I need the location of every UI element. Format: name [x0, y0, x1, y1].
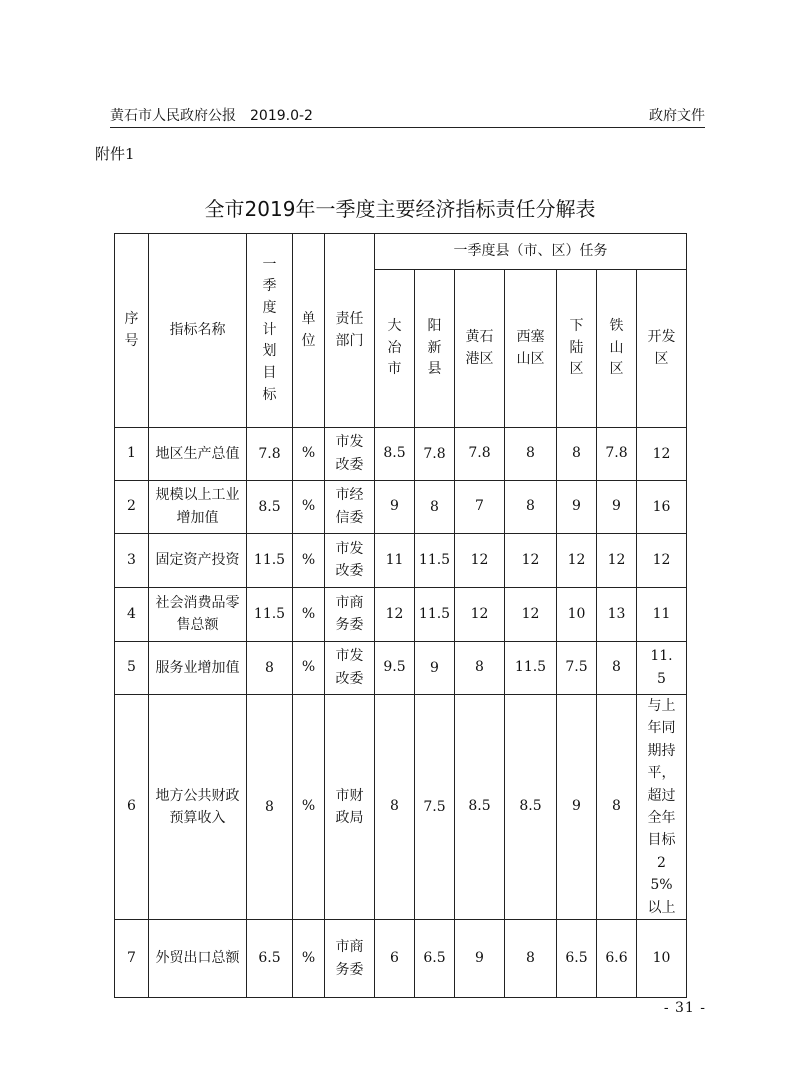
row-unit: %: [293, 920, 325, 998]
header-seq: 序号: [115, 234, 149, 428]
table-row: [115, 695, 687, 920]
page-header: [110, 103, 705, 128]
row-target: 8.5: [247, 481, 293, 534]
row-indicator-name: 固定资产投资: [149, 534, 247, 588]
row-target: 7.8: [247, 428, 293, 481]
header-district-group: 一季度县（市、区）任务: [375, 234, 687, 270]
row-xialu: 8: [557, 428, 597, 481]
row-seq: 1: [115, 428, 149, 481]
row-dept: 市发改委: [325, 642, 375, 695]
row-target: 6.5: [247, 920, 293, 998]
row-unit: %: [293, 534, 325, 588]
row-huangshigang: 8: [455, 642, 505, 695]
table-row: [115, 534, 687, 588]
row-indicator-name: 社会消费品零售总额: [149, 588, 247, 642]
row-yangxin: 11.5: [415, 534, 455, 588]
row-xisaishan: 8: [505, 481, 557, 534]
row-daye: 8.5: [375, 428, 415, 481]
table-row: [115, 428, 687, 481]
row-xialu: 9: [557, 695, 597, 920]
row-kaifa: 11.5: [637, 642, 687, 695]
row-kaifa: 16: [637, 481, 687, 534]
row-tieshan: 12: [597, 534, 637, 588]
row-target: 11.5: [247, 588, 293, 642]
row-daye: 11: [375, 534, 415, 588]
row-xialu: 12: [557, 534, 597, 588]
row-huangshigang: 7: [455, 481, 505, 534]
row-yangxin: 7.5: [415, 695, 455, 920]
row-dept: 市经信委: [325, 481, 375, 534]
row-target: 8: [247, 642, 293, 695]
table-row: [115, 920, 687, 998]
header-unit: 单位: [293, 234, 325, 428]
row-kaifa: 10: [637, 920, 687, 998]
row-tieshan: 8: [597, 642, 637, 695]
row-daye: 12: [375, 588, 415, 642]
row-tieshan: 6.6: [597, 920, 637, 998]
table-row: [115, 588, 687, 642]
row-indicator-name: 地方公共财政预算收入: [149, 695, 247, 920]
row-tieshan: 13: [597, 588, 637, 642]
row-kaifa: 12: [637, 534, 687, 588]
row-xisaishan: 8: [505, 920, 557, 998]
header-district-xisaishan: 西塞山区: [505, 270, 557, 428]
row-seq: 5: [115, 642, 149, 695]
row-daye: 6: [375, 920, 415, 998]
row-seq: 6: [115, 695, 149, 920]
row-yangxin: 11.5: [415, 588, 455, 642]
row-dept: 市财政局: [325, 695, 375, 920]
row-daye: 8: [375, 695, 415, 920]
row-xisaishan: 8: [505, 428, 557, 481]
row-yangxin: 9: [415, 642, 455, 695]
row-huangshigang: 12: [455, 588, 505, 642]
row-xialu: 7.5: [557, 642, 597, 695]
row-kaifa: 11: [637, 588, 687, 642]
table-title: 全市2019年一季度主要经济指标责任分解表: [204, 197, 596, 221]
row-dept: 市发改委: [325, 534, 375, 588]
row-indicator-name: 规模以上工业增加值: [149, 481, 247, 534]
row-indicator-name: 地区生产总值: [149, 428, 247, 481]
row-tieshan: 8: [597, 695, 637, 920]
header-publication: 黄石市人民政府公报 2019.0-2: [110, 108, 313, 124]
row-yangxin: 6.5: [415, 920, 455, 998]
row-dept: 市商务委: [325, 588, 375, 642]
row-huangshigang: 9: [455, 920, 505, 998]
row-seq: 2: [115, 481, 149, 534]
header-district-xialu: 下陆区: [557, 270, 597, 428]
header-district-huangshigang: 黄石港区: [455, 270, 505, 428]
row-xisaishan: 11.5: [505, 642, 557, 695]
row-xialu: 6.5: [557, 920, 597, 998]
row-unit: %: [293, 428, 325, 481]
header-target: 一季度计划目标: [247, 234, 293, 428]
header-section: 政府文件: [649, 108, 705, 124]
row-yangxin: 8: [415, 481, 455, 534]
row-unit: %: [293, 481, 325, 534]
row-xialu: 9: [557, 481, 597, 534]
page-number: - 31 -: [663, 1000, 706, 1016]
row-tieshan: 9: [597, 481, 637, 534]
row-tieshan: 7.8: [597, 428, 637, 481]
row-indicator-name: 服务业增加值: [149, 642, 247, 695]
row-seq: 7: [115, 920, 149, 998]
row-unit: %: [293, 642, 325, 695]
row-unit: %: [293, 695, 325, 920]
row-seq: 3: [115, 534, 149, 588]
row-seq: 4: [115, 588, 149, 642]
row-target: 11.5: [247, 534, 293, 588]
row-xialu: 10: [557, 588, 597, 642]
row-indicator-name: 外贸出口总额: [149, 920, 247, 998]
row-xisaishan: 12: [505, 588, 557, 642]
row-dept: 市商务委: [325, 920, 375, 998]
row-dept: 市发改委: [325, 428, 375, 481]
header-dept: 责任部门: [325, 234, 375, 428]
row-daye: 9.5: [375, 642, 415, 695]
table-row: [115, 481, 687, 534]
attachment-label: 附件1: [95, 145, 135, 163]
row-huangshigang: 7.8: [455, 428, 505, 481]
row-kaifa: 与上年同期持平，超过全年目标25%以上: [637, 695, 687, 920]
header-name: 指标名称: [149, 234, 247, 428]
header-district-kaifa: 开发区: [637, 270, 687, 428]
header-district-daye: 大冶市: [375, 270, 415, 428]
row-yangxin: 7.8: [415, 428, 455, 481]
row-huangshigang: 8.5: [455, 695, 505, 920]
row-xisaishan: 8.5: [505, 695, 557, 920]
row-kaifa: 12: [637, 428, 687, 481]
row-target: 8: [247, 695, 293, 920]
row-huangshigang: 12: [455, 534, 505, 588]
row-xisaishan: 12: [505, 534, 557, 588]
header-district-tieshan: 铁山区: [597, 270, 637, 428]
header-district-yangxin: 阳新县: [415, 270, 455, 428]
table-row: [115, 642, 687, 695]
row-daye: 9: [375, 481, 415, 534]
indicator-table: [114, 233, 687, 998]
row-unit: %: [293, 588, 325, 642]
